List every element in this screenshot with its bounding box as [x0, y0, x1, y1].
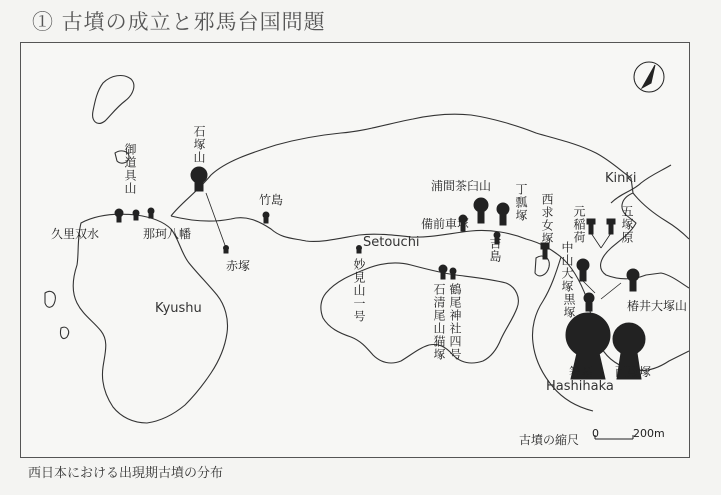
site-nakayama: 中山大塚 [560, 241, 574, 293]
page-title: ① 古墳の成立と邪馬台国問題 [32, 10, 326, 34]
kofun-chobyo [497, 203, 509, 225]
kinki-east-coast [633, 193, 689, 239]
site-kurisato: 久里双水 [51, 227, 100, 241]
kyushu-coastline [73, 214, 227, 423]
kofun-tsubai [627, 269, 639, 291]
region-setouchi: Setouchi [363, 235, 420, 250]
tsushima-island [93, 76, 134, 124]
kofun-nakaya [148, 208, 154, 218]
site-nishimotome: 西求女塚 [540, 193, 554, 245]
kofun-uranakan [474, 198, 488, 223]
scale-zero: 0 [592, 427, 599, 440]
kofun-myoken [357, 246, 362, 254]
map-canvas [21, 43, 689, 457]
north-arrow [634, 62, 664, 92]
site-tsubai: 椿井大塚山 [627, 299, 688, 313]
site-takeshima: 竹島 [259, 193, 284, 207]
site-akatsuka: 赤塚 [226, 259, 251, 273]
site-bizen: 備前車塚 [421, 217, 470, 231]
map-frame [20, 42, 690, 458]
region-kinki: Kinki [605, 171, 637, 186]
site-yoshishima: 吉島 [488, 237, 502, 263]
kofun-motoinari [587, 219, 595, 234]
kofun-ishizuka [191, 167, 207, 191]
kofun-kurisato [115, 209, 123, 222]
region-kyushu: Kyushu [155, 301, 202, 316]
site-nishidono: 西殿塚 [615, 365, 652, 379]
kofun-nishimotome [541, 243, 549, 259]
site-ishishimizu: 石清尾山猫塚 [432, 283, 446, 361]
scale-bar [595, 435, 633, 439]
scale-label: 古墳の縮尺 [519, 433, 580, 447]
site-kurozuka: 黒塚 [562, 293, 576, 319]
site-nakaya: 那珂八幡 [143, 227, 192, 241]
site-hashihaka: 箸墓 [569, 365, 594, 379]
figure-caption: 西日本における出現期古墳の分布 [28, 466, 224, 481]
site-uranakan: 浦間茶臼山 [431, 179, 492, 193]
kofun-nakayama [577, 259, 589, 281]
kofun-ishishimizu [439, 265, 447, 279]
site-tsuruo: 鶴尾神社四号 [448, 283, 462, 361]
site-gobyo: 五塚原 [620, 205, 634, 244]
kofun-takeshima [263, 212, 269, 223]
site-motoinari: 元稲荷 [572, 205, 586, 244]
site-ishizuka: 石塚山 [192, 125, 206, 164]
kofun-akatsuka [224, 246, 229, 254]
site-gosho: 御道具山 [123, 143, 137, 195]
region-hashihaka: Hashihaka [546, 379, 614, 394]
kofun-gobyo [607, 219, 615, 234]
scale-max: 200m [633, 427, 665, 440]
kofun-gosho [133, 210, 139, 220]
kofun-kurozuka [584, 293, 594, 311]
site-chobyo: 丁瓢塚 [514, 183, 528, 222]
site-myoken: 妙見山一号 [352, 258, 366, 323]
goto-islands [45, 291, 69, 338]
kofun-tsuruo [450, 268, 456, 279]
